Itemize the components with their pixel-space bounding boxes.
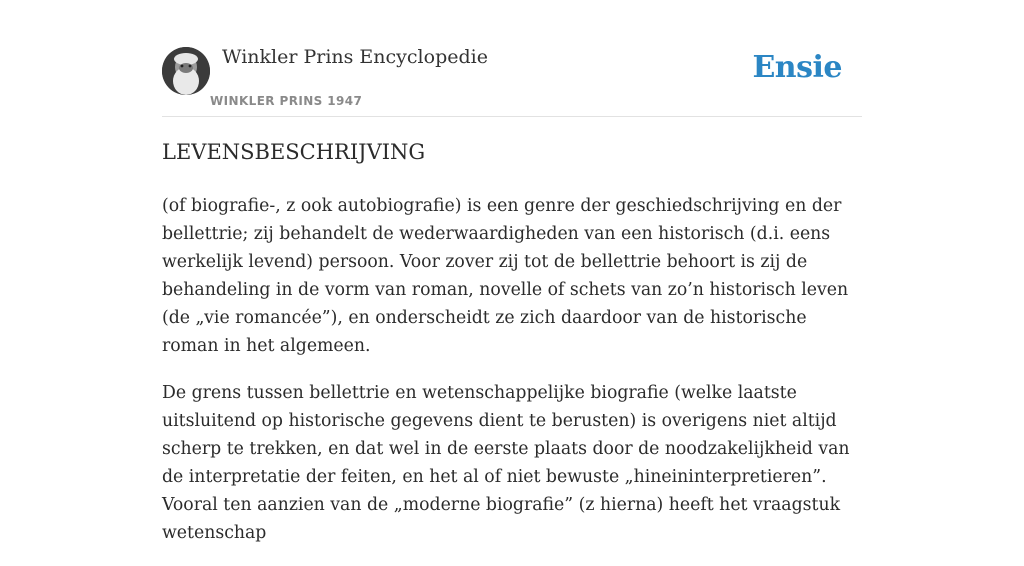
article-body	[162, 192, 862, 566]
article-paragraph: (of biografie-, z ook autobiografie) is een genre der geschiedschrijving en der bellettrie; zij behandelt de wederwaardigheden van een historisch (d.i. eens werkelijk levend) persoon. Voor zover zij tot de bellettrie behoort is zij de behandeling in de vorm van roman, novelle of schets van zo’n historisch leven (de „vie romancée”), en onderscheidt ze zich daardoor van de historische roman in het algemeen.	[162, 196, 849, 356]
article-paragraph: De grens tussen bellettrie en wetenschappelijke biografie (welke laatste uitsluitend op historische gegevens dient te berusten) is overigens niet altijd scherp te trekken, en dat wel in de eerste plaats door de noodzakelijkheid van de interpretatie der feiten, en het al of niet bewuste „hineininterpretieren”. Vooral ten aanzien van de „moderne biografie” (z hierna) heeft het vraagstuk wetenschap	[162, 383, 850, 543]
article-title: LEVENSBESCHRIJVING	[162, 140, 426, 164]
site-header	[162, 0, 862, 117]
edition-label[interactable]: WINKLER PRINS 1947	[210, 94, 363, 108]
site-title[interactable]: Winkler Prins Encyclopedie	[222, 46, 488, 68]
avatar[interactable]	[162, 47, 210, 95]
portrait-icon	[162, 47, 210, 95]
brand-logo[interactable]: Ensie	[752, 50, 842, 85]
